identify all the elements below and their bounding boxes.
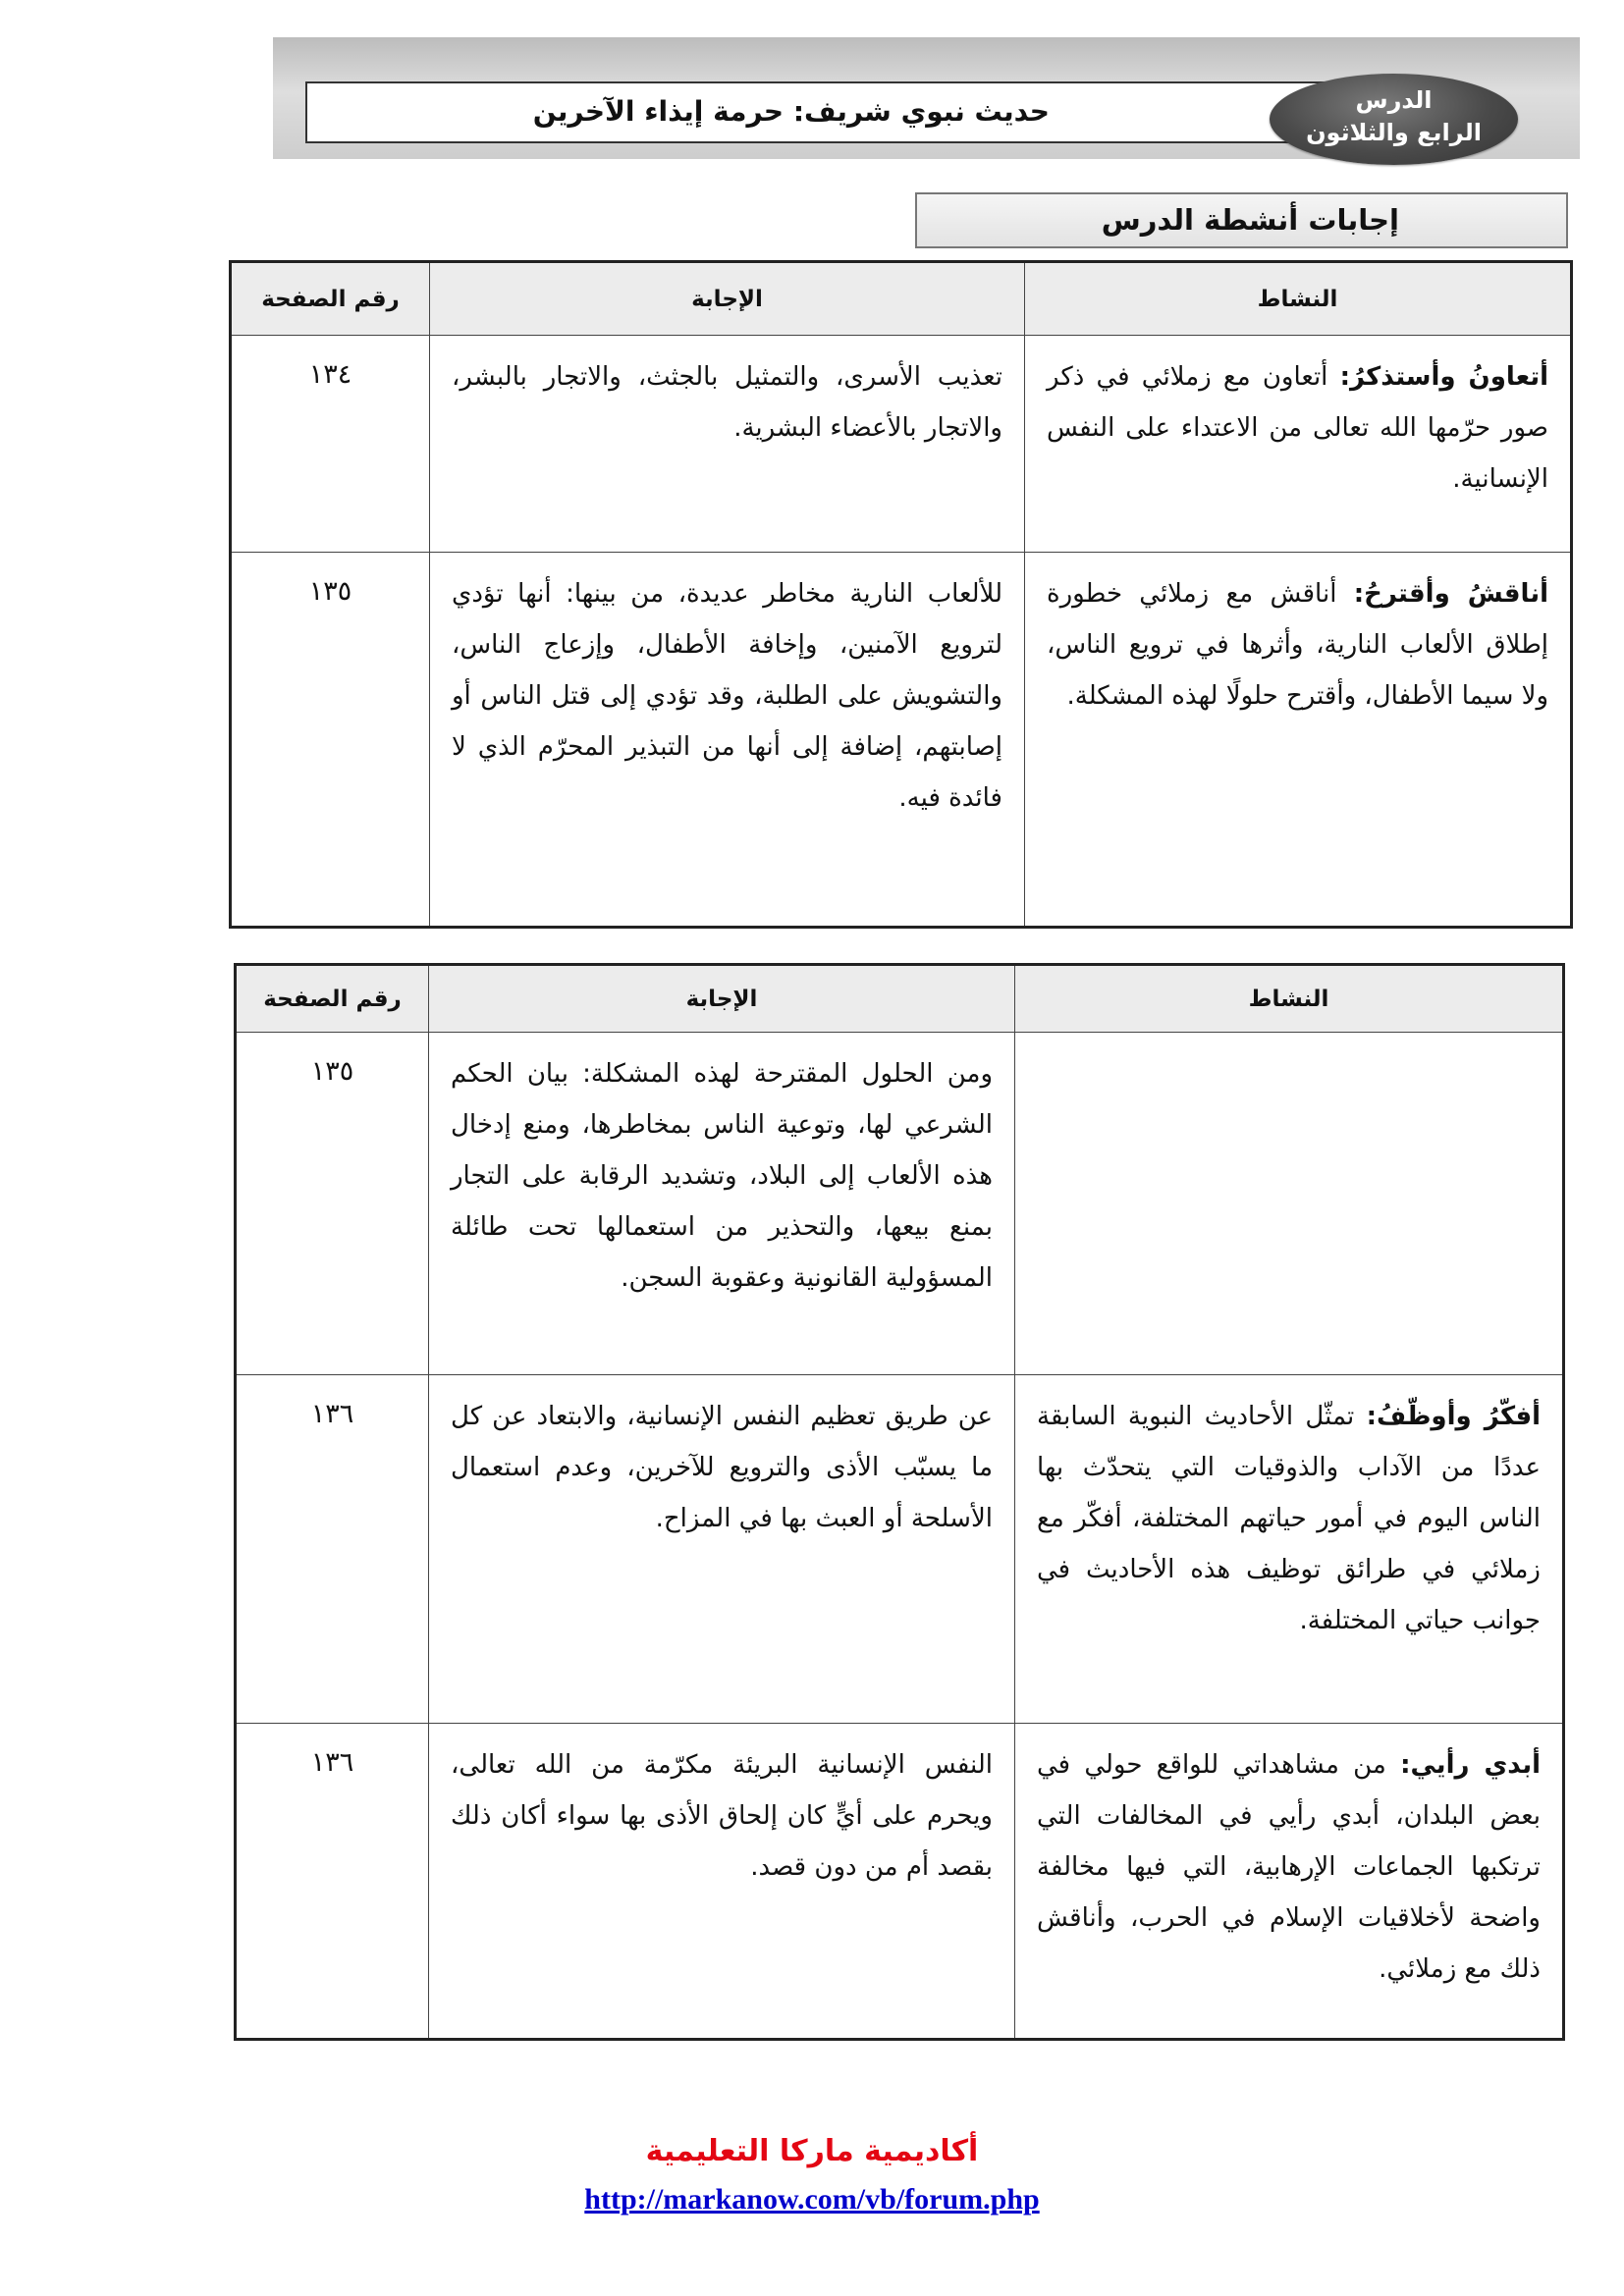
activity-label: أفكّرُ وأوظّفُ: (1366, 1402, 1542, 1431)
page-number-cell: ١٣٦ (236, 1724, 429, 2040)
badge-line-number: الرابع والثلاثون (1306, 119, 1482, 146)
column-header-activity: النشاط (1025, 262, 1572, 336)
footer-forum-link[interactable]: http://markanow.com/vb/forum.php (584, 2183, 1040, 2216)
answer-cell: النفس الإنسانية البريئة مكرّمة من الله تعالى، ويحرم على أيٍّ كان إلحاق الأذى بها سواء أكان ذلك بقصد أم من دون قصد. (429, 1724, 1015, 2040)
activity-label: أتعاونُ وأستذكرُ: (1339, 362, 1549, 392)
column-header-page: رقم الصفحة (231, 262, 430, 336)
table-row (231, 553, 1572, 928)
section-title-text: إجابات أنشطة الدرس (1101, 203, 1399, 237)
activity-label: أبدي رأيي: (1400, 1750, 1542, 1780)
table-header-row (231, 262, 1572, 336)
activity-cell (1025, 553, 1572, 928)
activity-cell-empty (1015, 1033, 1564, 1375)
table-header-row (236, 965, 1564, 1033)
activity-cell (1025, 336, 1572, 553)
page-number-cell: ١٣٥ (231, 553, 430, 928)
column-header-answer: الإجابة (429, 965, 1015, 1033)
activities-table-2 (234, 963, 1565, 2041)
lesson-title: حديث نبوي شريف: حرمة إيذاء الآخرين (532, 95, 1050, 128)
table-row (236, 1375, 1564, 1724)
table-row (236, 1724, 1564, 2040)
activity-cell (1015, 1375, 1564, 1724)
answer-cell: للألعاب النارية مخاطر عديدة، من بينها: أنها تؤدي لترويع الآمنين، وإخافة الأطفال، وإزعاج الناس، والتشويش على الطلبة، وقد تؤدي إلى قتل الناس أو إصابتهم، إضافة إلى أنها من التبذير المحرّم الذي لا فائدة فيه. (430, 553, 1025, 928)
footer-url-line (0, 2181, 1624, 2218)
section-title (915, 192, 1568, 248)
activity-text: أناقش مع زملائي خطورة إطلاق الألعاب النارية، وأثرها في ترويع الناس، ولا سيما الأطفال، وأقترح حلولًا لهذه المشكلة. (1047, 579, 1548, 711)
activity-cell (1015, 1724, 1564, 2040)
answer-cell: ومن الحلول المقترحة لهذه المشكلة: بيان الحكم الشرعي لها، وتوعية الناس بمخاطرها، ومنع إدخال هذه الألعاب إلى البلاد، وتشديد الرقابة على التجار بمنع بيعها، والتحذير من استعمالها تحت طائلة المسؤولية القانونية وعقوبة السجن. (429, 1033, 1015, 1375)
activity-text: أتعاون مع زملائي في ذكر صور حرّمها الله تعالى من الاعتداء على النفس الإنسانية. (1047, 362, 1548, 494)
table-row (236, 1033, 1564, 1375)
activity-text: تمثّل الأحاديث النبوية السابقة عددًا من الآداب والذوقيات التي يتحدّث بها الناس اليوم في أمور حياتهم المختلفة، أفكّر مع زملائي في طرائق توظيف هذه الأحاديث في جوانب حياتي المختلفة. (1037, 1402, 1541, 1635)
page-number-cell: ١٣٦ (236, 1375, 429, 1724)
activity-label: أناقشُ وأقترحُ: (1353, 579, 1548, 609)
lesson-title-box (305, 81, 1346, 143)
page-number-cell: ١٣٤ (231, 336, 430, 553)
column-header-page: رقم الصفحة (236, 965, 429, 1033)
answer-cell: تعذيب الأسرى، والتمثيل بالجثث، والاتجار بالبشر، والاتجار بالأعضاء البشرية. (430, 336, 1025, 553)
badge-line-lesson: الدرس (1355, 86, 1433, 114)
column-header-answer: الإجابة (430, 262, 1025, 336)
page-number-cell: ١٣٥ (236, 1033, 429, 1375)
activities-table-1 (229, 260, 1573, 929)
lesson-header-band (273, 37, 1580, 159)
table-row (231, 336, 1572, 553)
answer-cell: عن طريق تعظيم النفس الإنسانية، والابتعاد عن كل ما يسبّب الأذى والترويع للآخرين، وعدم استعمال الأسلحة أو العبث بها في المزاح. (429, 1375, 1015, 1724)
activity-text: من مشاهداتي للواقع حولي في بعض البلدان، أبدي رأيي في المخالفات التي ترتكبها الجماعات الإرهابية، التي فيها مخالفة واضحة لأخلاقيات الإسلام في الحرب، وأناقش ذلك مع زملائي. (1037, 1750, 1541, 1984)
lesson-number-badge (1270, 74, 1518, 165)
footer-academy-name: أكاديمية ماركا التعليمية (645, 2134, 979, 2168)
column-header-activity: النشاط (1015, 965, 1564, 1033)
